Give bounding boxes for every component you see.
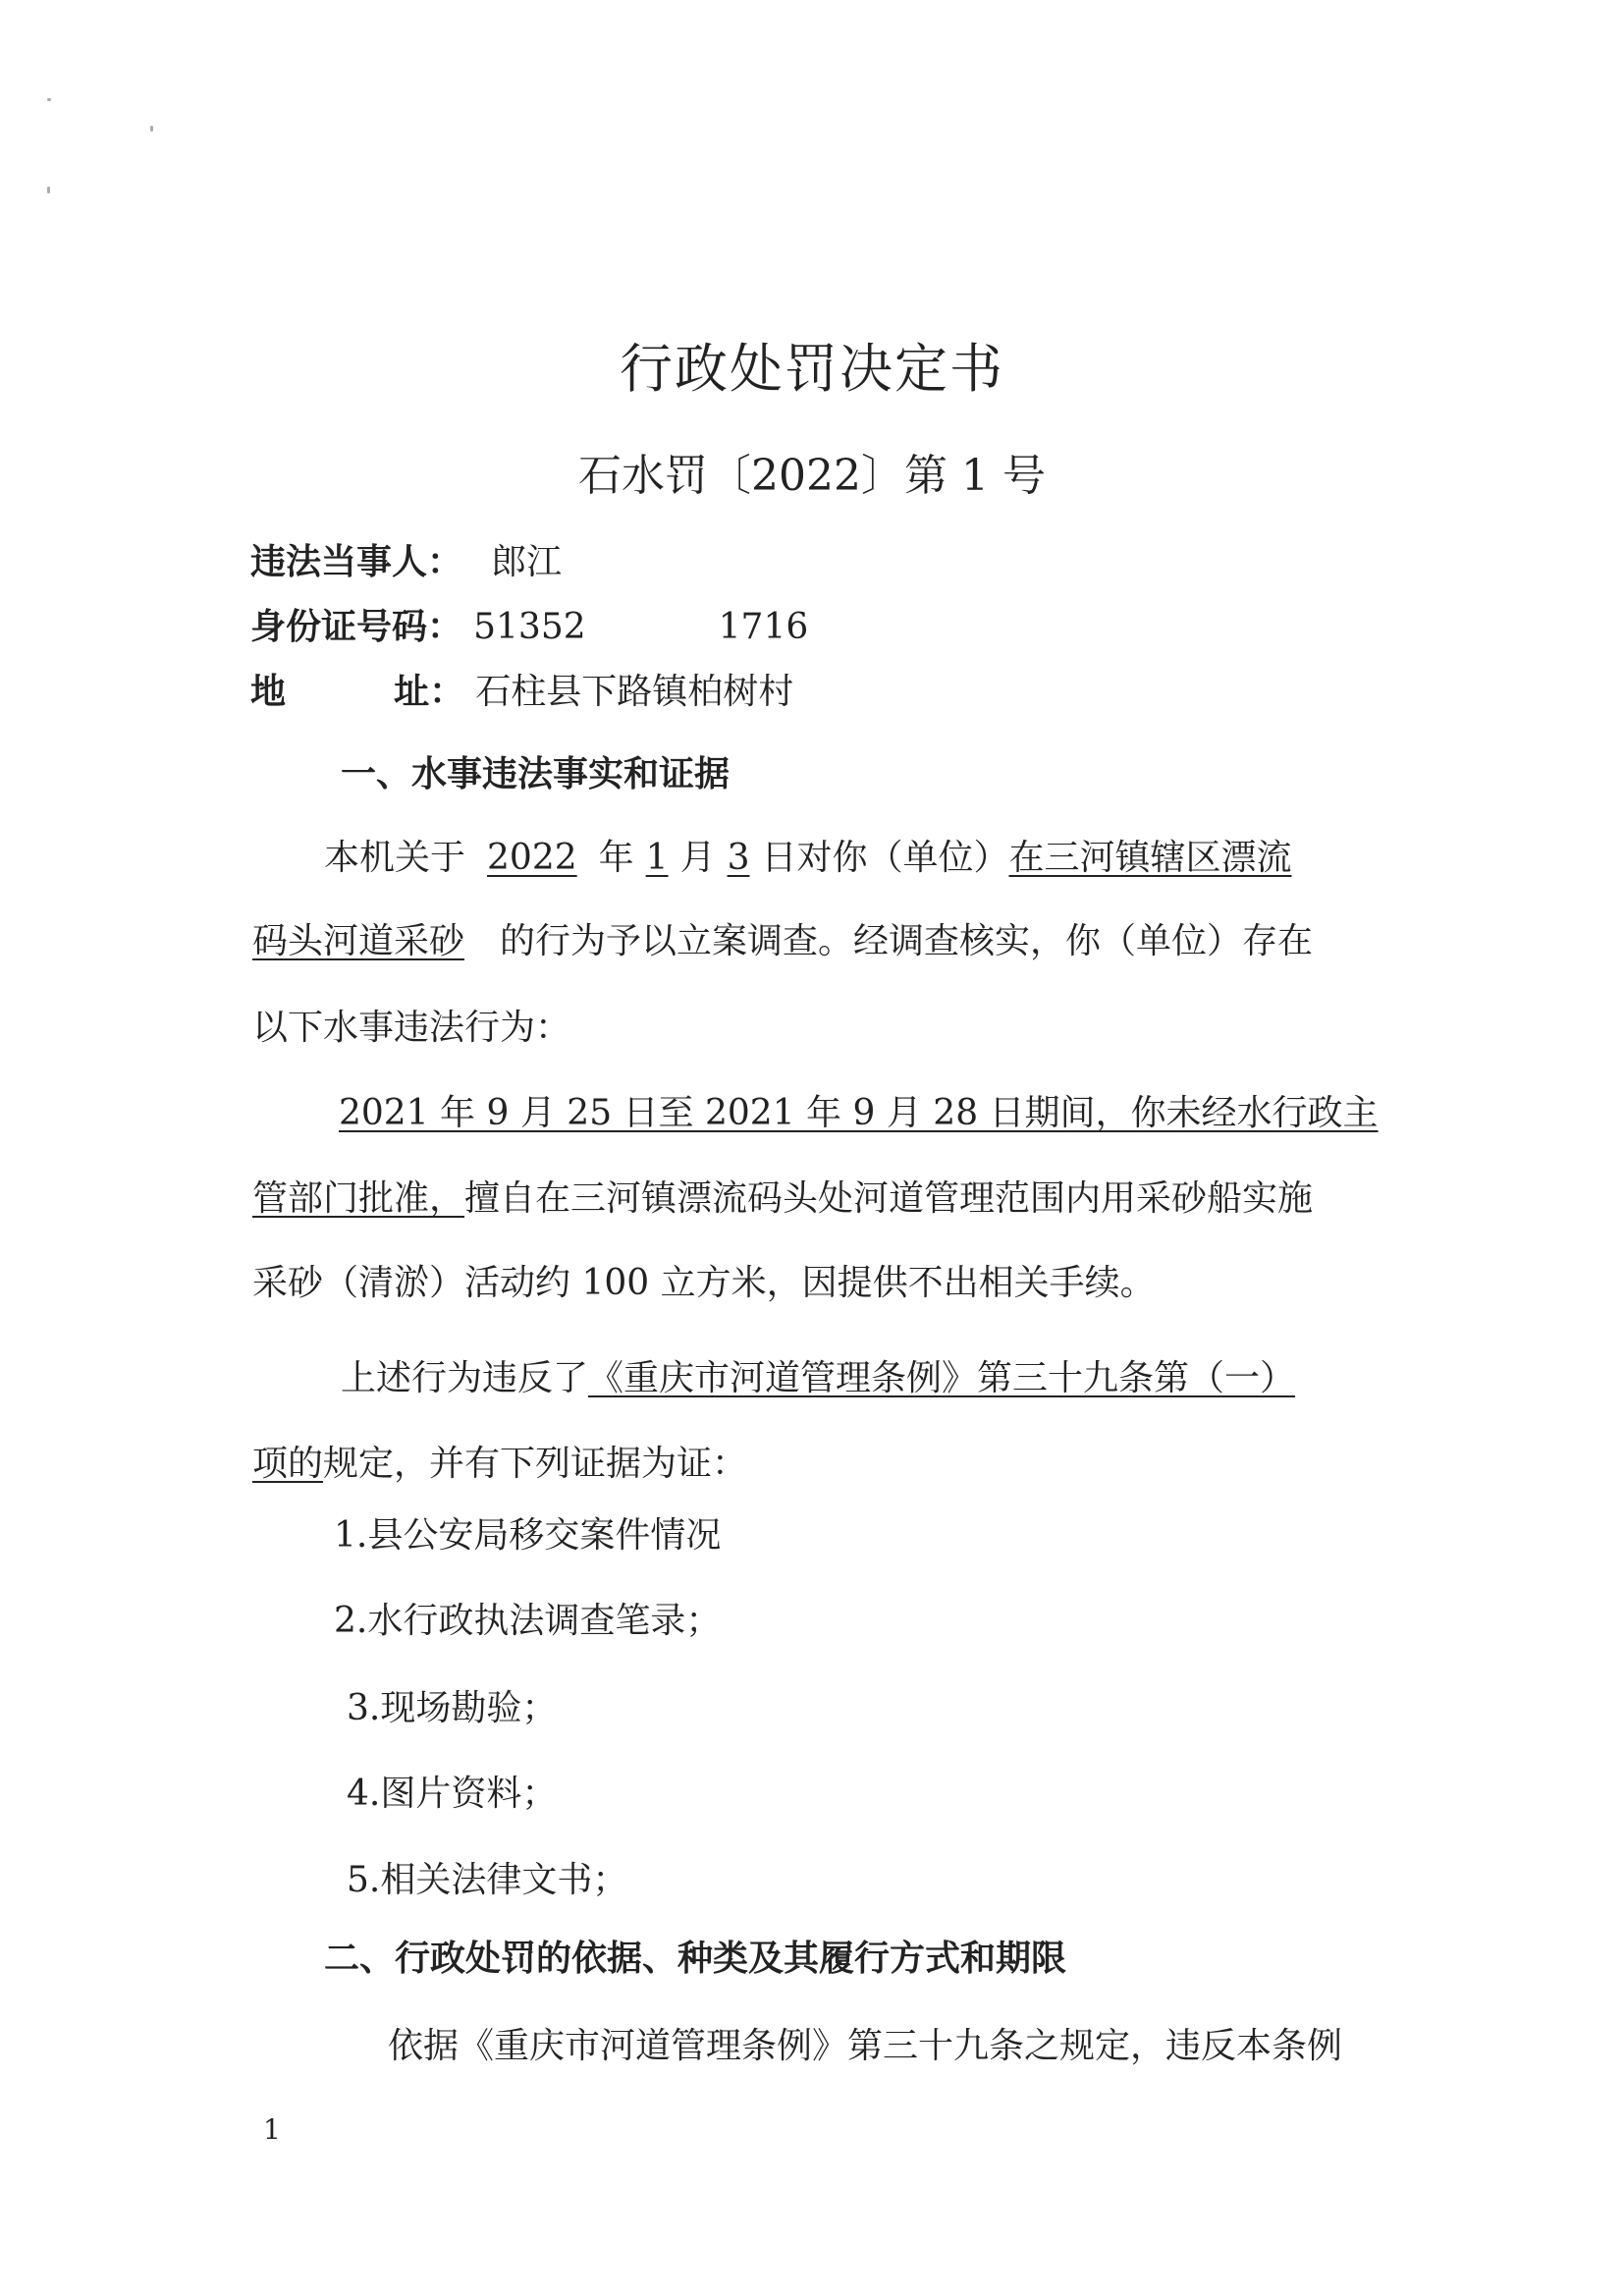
- party-name-row: [250, 534, 562, 584]
- party-id-label: 身份证号码：: [250, 607, 463, 647]
- evidence-item: 3.现场勘验；: [347, 1688, 558, 1728]
- section1-para1-line3: 以下水事违法行为：: [252, 1008, 571, 1048]
- section1-para1-line2: [252, 913, 1313, 963]
- para-text: 年: [598, 838, 634, 878]
- filled-place: 码头河道采砂: [252, 921, 465, 961]
- law-reference: 《重庆市河道管理条例》第三十九条第（一）: [588, 1358, 1296, 1398]
- party-address-row: [250, 664, 970, 714]
- document-number: 石水罚〔2022〕第 1 号: [578, 451, 1046, 501]
- evidence-item: 1.县公安局移交案件情况: [334, 1515, 722, 1556]
- party-address-value: 石柱县下路镇柏树村: [475, 672, 794, 712]
- para-text: 本机关于: [324, 838, 466, 878]
- para-text: 规定，并有下列证据为证：: [323, 1444, 748, 1484]
- party-address-label-1: 地: [250, 672, 287, 712]
- evidence-item: 4.图片资料；: [347, 1774, 558, 1814]
- para-text: 上述行为违反了: [341, 1358, 589, 1398]
- para-text: 日对你（单位）: [761, 838, 1009, 878]
- section1-para2-line3: 采砂（清淤）活动约 100 立方米，因提供不出相关手续。: [252, 1263, 1156, 1303]
- filled-day: 3: [727, 838, 750, 878]
- fact-text: 2021 年 9 月 25 日至 2021 年 9 月 28 日期间，你未经水行政主: [339, 1093, 1379, 1133]
- section1-para2-line2: [252, 1171, 1313, 1221]
- evidence-item: 2.水行政执法调查笔录；: [334, 1601, 722, 1641]
- party-id-value-b: 1716: [718, 607, 809, 647]
- section1-para1-line1: [324, 830, 1292, 880]
- para-text: 月: [679, 838, 716, 878]
- party-id-row: [250, 599, 808, 649]
- section1-heading: 一、水事违法事实和证据: [341, 754, 731, 794]
- document-title: 行政处罚决定书: [620, 338, 1004, 400]
- fact-text: 擅自在三河镇漂流码头处河道管理范围内用采砂船实施: [464, 1178, 1314, 1219]
- party-address-label-2: 址：: [394, 672, 465, 712]
- law-reference: 项的: [252, 1444, 324, 1484]
- page-number: 1: [263, 2113, 281, 2146]
- para-text: 的行为予以立案调查。经调查核实，你（单位）存在: [500, 921, 1314, 961]
- party-id-value-a: 51352: [473, 607, 586, 647]
- party-name-label: 违法当事人：: [250, 542, 463, 582]
- section1-para3-line1: [341, 1350, 1303, 1400]
- section2-para1-line1: 依据《重庆市河道管理条例》第三十九条之规定，违反本条例: [388, 2026, 1343, 2066]
- party-name-value: 郎江: [491, 542, 563, 582]
- evidence-item: 5.相关法律文书；: [347, 1860, 628, 1900]
- filled-place: 在三河镇辖区漂流: [1008, 838, 1292, 878]
- filled-month: 1: [645, 838, 669, 878]
- filled-year: 2022: [487, 838, 577, 878]
- section1-para3-line2: [252, 1436, 747, 1486]
- fact-text: 管部门批准，: [252, 1178, 465, 1219]
- section1-para2-line1: [339, 1085, 1379, 1135]
- section2-heading: 二、行政处罚的依据、种类及其履行方式和期限: [324, 1939, 1067, 1979]
